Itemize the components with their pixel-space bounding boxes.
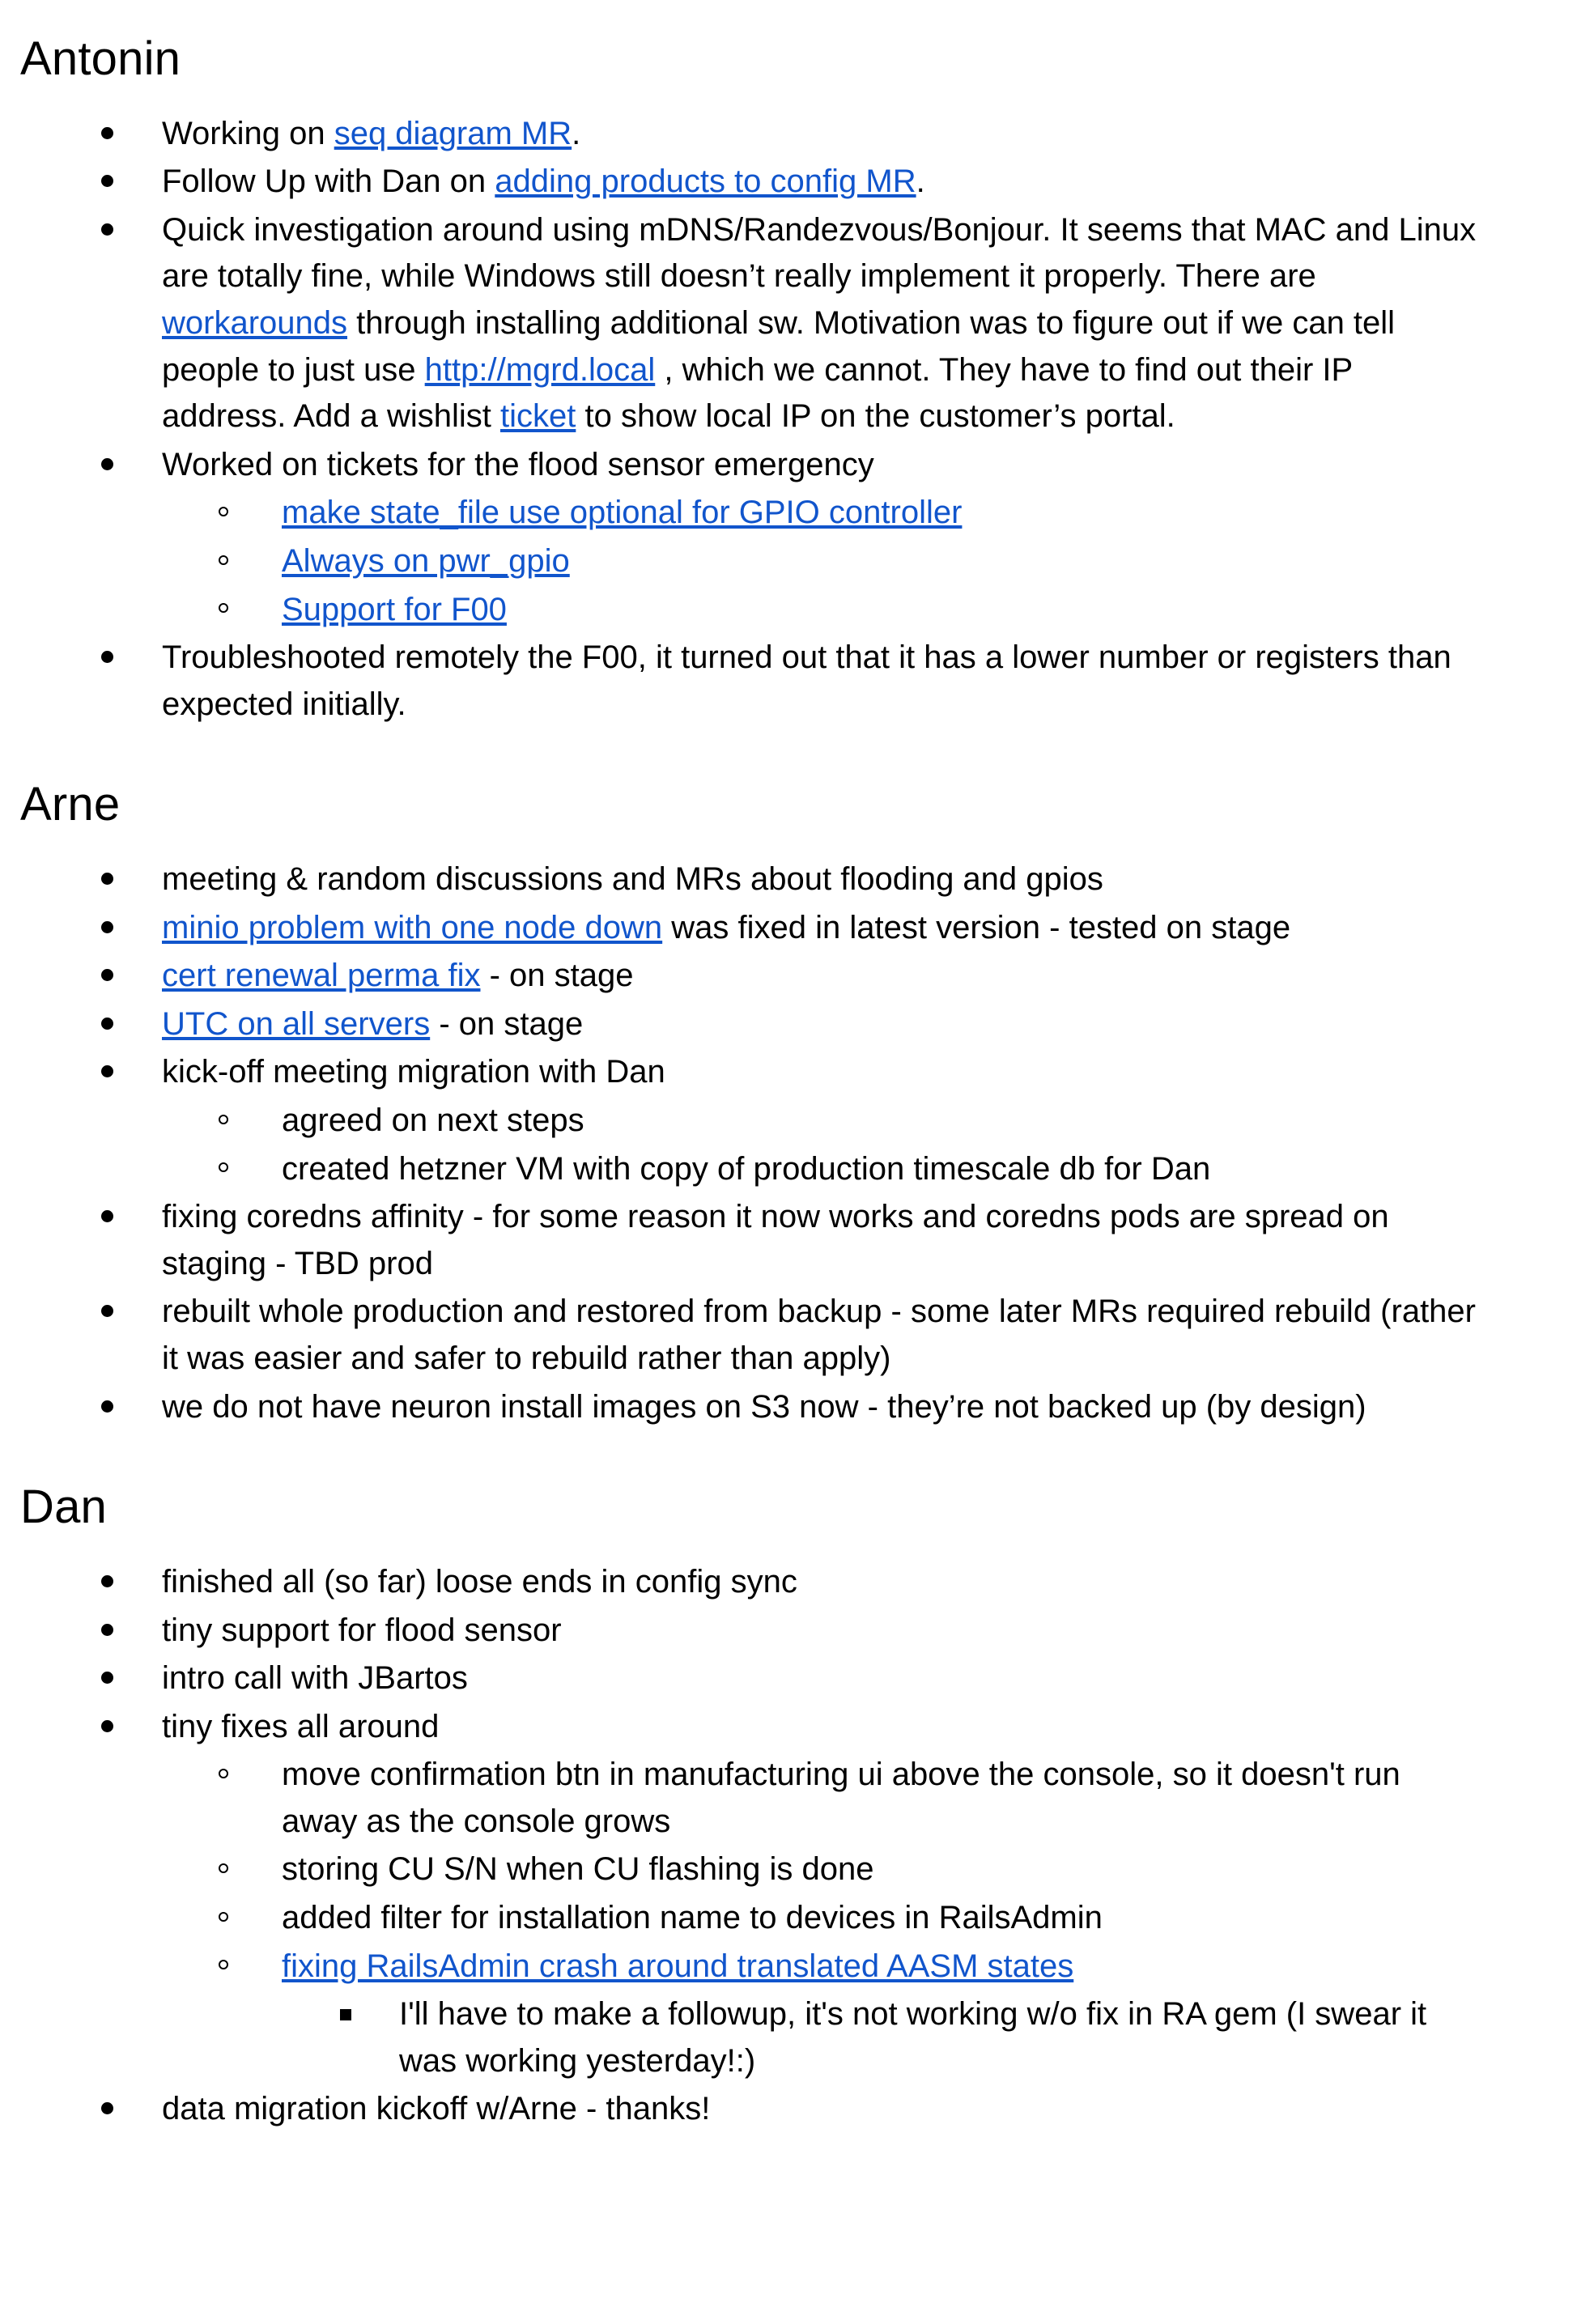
list-item [20, 2086, 1484, 2133]
circle-bullet-icon [219, 555, 228, 565]
list-item [20, 1608, 1484, 1655]
text-run: created hetzner VM with copy of production timescale db for Dan [282, 1150, 1211, 1187]
circle-bullet-icon [219, 1863, 228, 1873]
hyperlink[interactable]: workarounds [162, 305, 348, 342]
circle-bullet-icon [219, 1960, 228, 1969]
text-run: - on stage [480, 958, 634, 994]
list-item-text [162, 635, 1484, 728]
disc-bullet-icon [101, 127, 113, 139]
list-item [20, 159, 1484, 206]
disc-bullet-icon [101, 1575, 113, 1587]
text-run: tiny fixes all around [162, 1708, 440, 1744]
list-item [282, 1991, 1484, 2084]
text-run: Working on [162, 115, 334, 151]
text-run: - on stage [430, 1005, 584, 1042]
list-item [162, 1098, 1484, 1145]
list-item [162, 587, 1484, 634]
text-run: finished all (so far) loose ends in config sync [162, 1563, 797, 1600]
list-item-text [162, 1194, 1484, 1287]
text-run: Follow Up with Dan on [162, 164, 495, 200]
disc-bullet-icon [101, 1305, 113, 1317]
disc-bullet-icon [101, 1624, 113, 1636]
list-item-text [162, 1608, 1484, 1655]
list-item [20, 856, 1484, 903]
list-item-text [282, 1895, 1484, 1942]
text-run: Quick investigation around using mDNS/Randezvous/Bonjour. It seems that MAC and Linux are totally fine, while Windows still doesn’t really implement it properly. There are [162, 211, 1477, 295]
text-run: intro call with JBartos [162, 1660, 468, 1697]
disc-bullet-icon [101, 873, 113, 885]
text-run: tiny support for flood sensor [162, 1612, 562, 1648]
bullet-list-level-2 [162, 1098, 1484, 1192]
list-item [162, 1944, 1484, 2085]
list-item-text [282, 490, 1484, 537]
hyperlink[interactable]: make state_file use optional for GPIO controller [282, 495, 963, 531]
list-item-text [282, 1098, 1484, 1145]
bullet-list-level-2 [162, 490, 1484, 633]
list-item [20, 1049, 1484, 1192]
text-run: rebuilt whole production and restored from backup - some later MRs required rebuild (rather it was easier and safer to rebuild rather than apply) [162, 1294, 1476, 1377]
hyperlink[interactable]: ticket [500, 398, 576, 435]
text-run: to show local IP on the customer’s portal. [576, 398, 1175, 435]
disc-bullet-icon [101, 223, 113, 236]
disc-bullet-icon [101, 1400, 113, 1413]
list-item-text [282, 1944, 1484, 1990]
text-run: we do not have neuron install images on S3 now - they’re not backed up (by design) [162, 1388, 1366, 1425]
bullet-list-level-1 [20, 1559, 1484, 2133]
list-item [20, 1194, 1484, 1287]
bullet-list-level-1 [20, 856, 1484, 1430]
list-item-text [162, 2086, 1484, 2133]
bullet-list-level-2 [162, 1752, 1484, 2084]
text-run: agreed on next steps [282, 1103, 584, 1139]
list-item-text [162, 1384, 1484, 1431]
disc-bullet-icon [101, 969, 113, 981]
hyperlink[interactable]: adding products to config MR [495, 164, 916, 200]
hyperlink[interactable]: cert renewal perma fix [162, 958, 481, 994]
disc-bullet-icon [101, 1720, 113, 1732]
list-item [162, 1895, 1484, 1942]
section-heading: Dan [20, 1481, 107, 1534]
text-run: added filter for installation name to devices in RailsAdmin [282, 1900, 1103, 1936]
list-item-text [162, 207, 1484, 440]
list-item-text [282, 587, 1484, 634]
hyperlink[interactable]: UTC on all servers [162, 1005, 431, 1042]
hyperlink[interactable]: http://mgrd.local [424, 351, 656, 388]
hyperlink[interactable]: fixing RailsAdmin crash around translated AASM states [282, 1948, 1074, 1984]
section [20, 1481, 1484, 2133]
list-item-text [162, 1289, 1484, 1382]
hyperlink[interactable]: minio problem with one node down [162, 909, 663, 945]
bullet-list-level-3 [282, 1991, 1484, 2084]
list-item-text [162, 1001, 1484, 1048]
section [20, 778, 1484, 1430]
list-item [20, 905, 1484, 952]
list-item [20, 207, 1484, 440]
list-item-text [162, 442, 1484, 489]
text-run: data migration kickoff w/Arne - thanks! [162, 2091, 711, 2127]
list-item [20, 635, 1484, 728]
disc-bullet-icon [101, 921, 113, 933]
list-item [162, 538, 1484, 585]
hyperlink[interactable]: Always on pwr_gpio [282, 543, 570, 580]
disc-bullet-icon [101, 1210, 113, 1222]
list-item [20, 1655, 1484, 1702]
section-heading: Arne [20, 778, 121, 831]
section-heading: Antonin [20, 32, 181, 85]
list-item-text [399, 1991, 1484, 2084]
circle-bullet-icon [219, 1115, 228, 1124]
list-item-text [162, 1049, 1484, 1096]
list-item-text [162, 1704, 1484, 1751]
hyperlink[interactable]: seq diagram MR [334, 115, 572, 151]
text-run: kick-off meeting migration with Dan [162, 1054, 665, 1090]
disc-bullet-icon [101, 2102, 113, 2114]
list-item-text [282, 1846, 1484, 1893]
list-item-text [162, 159, 1484, 206]
list-item-text [162, 905, 1484, 952]
list-item [20, 111, 1484, 158]
list-item [162, 1146, 1484, 1193]
circle-bullet-icon [219, 1912, 228, 1922]
circle-bullet-icon [219, 1769, 228, 1778]
list-item [20, 1704, 1484, 2085]
text-run: through installing additional sw. Motivation was to figure out if we can tell people to just use [162, 305, 1396, 388]
list-item [20, 1559, 1484, 1606]
bullet-list-level-1 [20, 111, 1484, 729]
list-item [162, 1846, 1484, 1893]
text-run: . [916, 164, 925, 200]
disc-bullet-icon [101, 1672, 113, 1684]
disc-bullet-icon [101, 651, 113, 663]
list-item-text [282, 538, 1484, 585]
text-run: Worked on tickets for the flood sensor emergency [162, 446, 874, 482]
list-item [20, 1384, 1484, 1431]
list-item [20, 442, 1484, 633]
square-bullet-icon [340, 2009, 351, 2020]
circle-bullet-icon [219, 507, 228, 516]
circle-bullet-icon [219, 603, 228, 613]
list-item-text [282, 1146, 1484, 1193]
text-run: fixing coredns affinity - for some reason it now works and coredns pods are spread on staging - TBD prod [162, 1199, 1389, 1281]
list-item-text [162, 1655, 1484, 1702]
list-item-text [162, 111, 1484, 158]
list-item-text [282, 1752, 1484, 1845]
text-run: move confirmation btn in manufacturing ui above the console, so it doesn't run away as the console grows [282, 1757, 1400, 1839]
text-run: Troubleshooted remotely the F00, it turned out that it has a lower number or registers than expected initially. [162, 639, 1451, 722]
text-run: meeting & random discussions and MRs about flooding and gpios [162, 861, 1103, 898]
list-item-text [162, 953, 1484, 1000]
list-item-text [162, 856, 1484, 903]
text-run: storing CU S/N when CU flashing is done [282, 1851, 874, 1888]
disc-bullet-icon [101, 1018, 113, 1030]
disc-bullet-icon [101, 1065, 113, 1077]
disc-bullet-icon [101, 458, 113, 470]
disc-bullet-icon [101, 175, 113, 187]
text-run: I'll have to make a followup, it's not working w/o fix in RA gem (I swear it was working yesterday!:) [399, 1996, 1427, 2079]
list-item [162, 490, 1484, 537]
list-item [162, 1752, 1484, 1845]
list-item [20, 953, 1484, 1000]
text-run: was fixed in latest version - tested on stage [662, 909, 1291, 945]
text-run: . [572, 115, 581, 151]
list-item-text [162, 1559, 1484, 1606]
hyperlink[interactable]: Support for F00 [282, 591, 507, 627]
sections-container [20, 32, 1484, 2133]
circle-bullet-icon [219, 1162, 228, 1172]
text-run: , which we cannot. They have to find out their IP address. Add a wishlist [162, 351, 1353, 435]
section [20, 32, 1484, 728]
list-item [20, 1289, 1484, 1382]
list-item [20, 1001, 1484, 1048]
